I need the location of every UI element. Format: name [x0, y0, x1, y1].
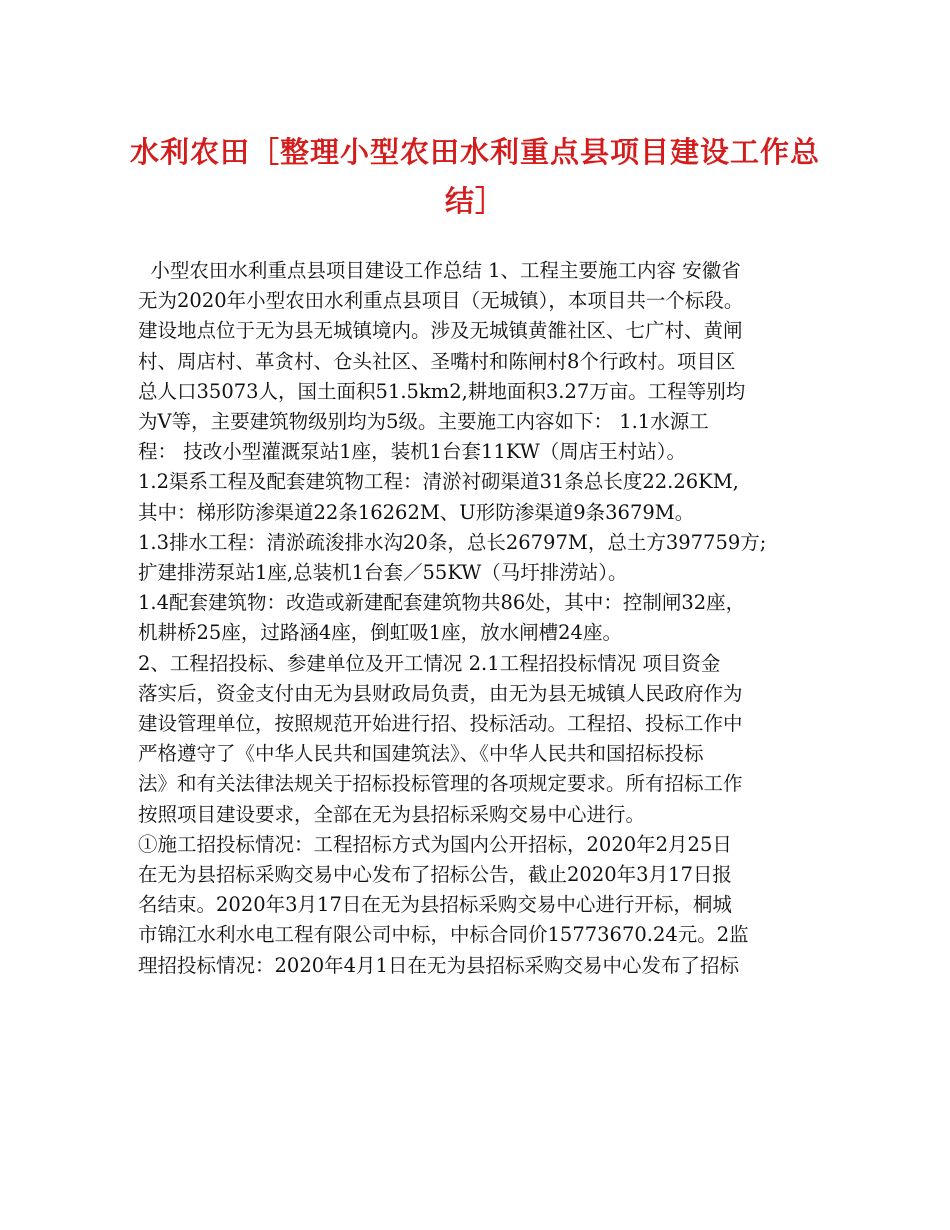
body-text-line: 1.2渠系工程及配套建筑物工程：清淤衬砌渠道31条总长度22.26KM,	[138, 470, 739, 494]
body-text-line: 1.4配套建筑物：改造或新建配套建筑物共86处，其中：控制闸32座，	[138, 591, 746, 615]
body-text-line: 法》和有关法律法规关于招标投标管理的各项规定要求。所有招标工作	[138, 772, 743, 796]
body-text-line: 2、工程招投标、参建单位及开工情况 2.1工程招投标情况 项目资金	[138, 651, 721, 675]
body-text-line: 理招投标情况：2020年4月1日在无为县招标采购交易中心发布了招标	[138, 953, 739, 977]
body-text-line: 总人口35073人，国土面积51.5km2,耕地面积3.27万亩。工程等别均	[138, 379, 746, 403]
body-text-line: 建设地点位于无为县无城镇境内。涉及无城镇黄雒社区、七广村、黄闸	[138, 319, 743, 343]
body-text-line: 程： 技改小型灌溉泵站1座，装机1台套11KW（周店王村站）。	[138, 440, 686, 464]
body-text-line: 落实后，资金支付由无为县财政局负责，由无为县无城镇人民政府作为	[138, 681, 743, 705]
body-text-line: 名结束。2020年3月17日在无为县招标采购交易中心进行开标，桐城	[138, 893, 732, 917]
body-text-line: 市锦江水利水电工程有限公司中标，中标合同价15773670.24元。2监	[138, 923, 749, 947]
document-title-line-1: 水利农田［整理小型农田水利重点县项目建设工作总	[129, 135, 820, 169]
body-text-line: 在无为县招标采购交易中心发布了招标公告，截止2020年3月17日报	[138, 863, 732, 886]
body-text-line: 1.3排水工程：清淤疏浚排水沟20条，总长26797M，总土方397759方;	[138, 530, 767, 554]
body-text-line: ①施工招投标情况：工程招标方式为国内公开招标，2020年2月25日	[138, 832, 732, 856]
body-text-line: 无为2020年小型农田水利重点县项目（无城镇），本项目共一个标段。	[138, 289, 744, 313]
body-text-line: 扩建排涝泵站1座,总装机1台套／55KW（马圩排涝站）。	[138, 561, 628, 584]
body-text-line: 为Ⅴ等，主要建筑物级别均为5级。主要施工内容如下： 1.1水源工	[138, 410, 709, 433]
document-title-line-2: 结］	[444, 184, 505, 218]
body-text-line: 建设管理单位，按照规范开始进行招、投标活动。工程招、投标工作中	[138, 712, 743, 735]
body-text-line: 机耕桥25座，过路涵4座，倒虹吸1座，放水闸槽24座。	[138, 621, 622, 645]
body-text-line: 按照项目建设要求，全部在无为县招标采购交易中心进行。	[138, 802, 646, 826]
body-text-line: 村、周店村、革贪村、仓头社区、圣嘴村和陈闸村8个行政村。项目区	[138, 349, 736, 373]
body-text-line: 小型农田水利重点县项目建设工作总结 1、工程主要施工内容 安徽省	[138, 259, 741, 282]
body-text-line: 严格遵守了《中华人民共和国建筑法》、《中华人民共和国招标投标	[138, 742, 704, 766]
body-text-line: 其中：梯形防渗渠道22条16262M、U形防渗渠道9条3679M。	[138, 500, 695, 524]
